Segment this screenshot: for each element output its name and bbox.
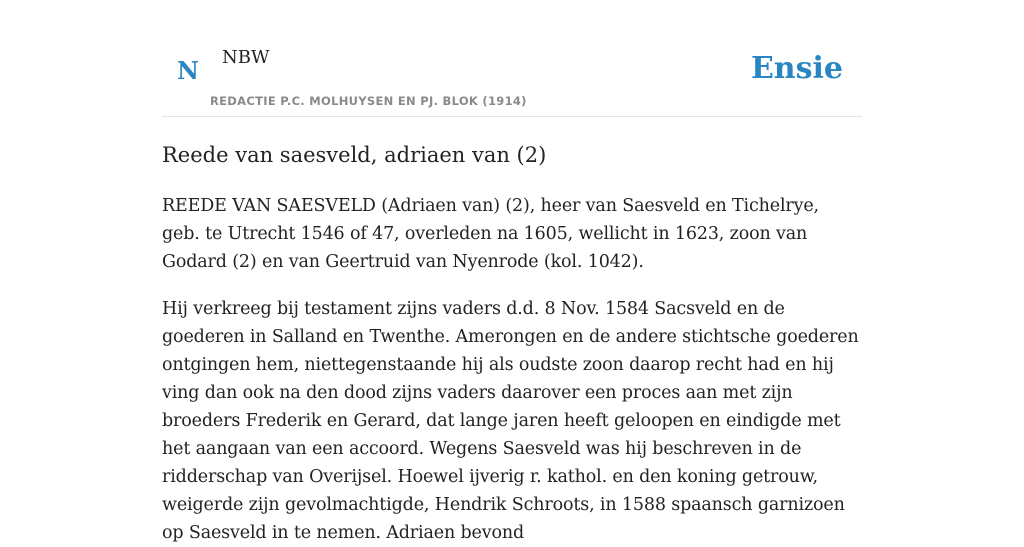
source-title-link[interactable]: NBW: [222, 47, 270, 68]
article-body: [162, 136, 862, 547]
source-logo[interactable]: N: [177, 56, 199, 85]
page-title: Reede van saesveld, adriaen van (2): [162, 143, 547, 167]
article-paragraph: Hij verkreeg bij testament zijns vaders d.d. 8 Nov. 1584 Sacsveld en de goederen in Salland en Twenthe. Amerongen en de andere stichtsche goederen ontgingen hem, niettegenstaande hij als oudste zoon daarop recht had en hij ving dan ook na den dood zijns vaders daarover een proces aan met zijn broeders Frederik en Gerard, dat lange jaren heeft geloopen en eindigde met het aangaan van een accoord. Wegens Saesveld was hij beschreven in de ridderschap van Overijsel. Hoewel ijverig r. kathol. en den koning getrouw, weigerde zijn gevolmachtigde, Hendrik Schroots, in 1588 spaansch garnizoen op Saesveld in te nemen. Adriaen bevond: [162, 299, 859, 543]
ensie-brand-logo[interactable]: Ensie: [750, 51, 843, 86]
article-paragraph: REEDE VAN SAESVELD (Adriaen van) (2), heer van Saesveld en Tichelrye, geb. te Utrecht 1546 of 47, overleden na 1605, wellicht in 1623, zoon van Godard (2) en van Geertruid van Nyenrode (kol. 1042).: [162, 196, 819, 272]
source-editors: REDACTIE P.C. MOLHUYSEN EN PJ. BLOK (1914): [210, 94, 527, 108]
source-header: [162, 0, 862, 117]
